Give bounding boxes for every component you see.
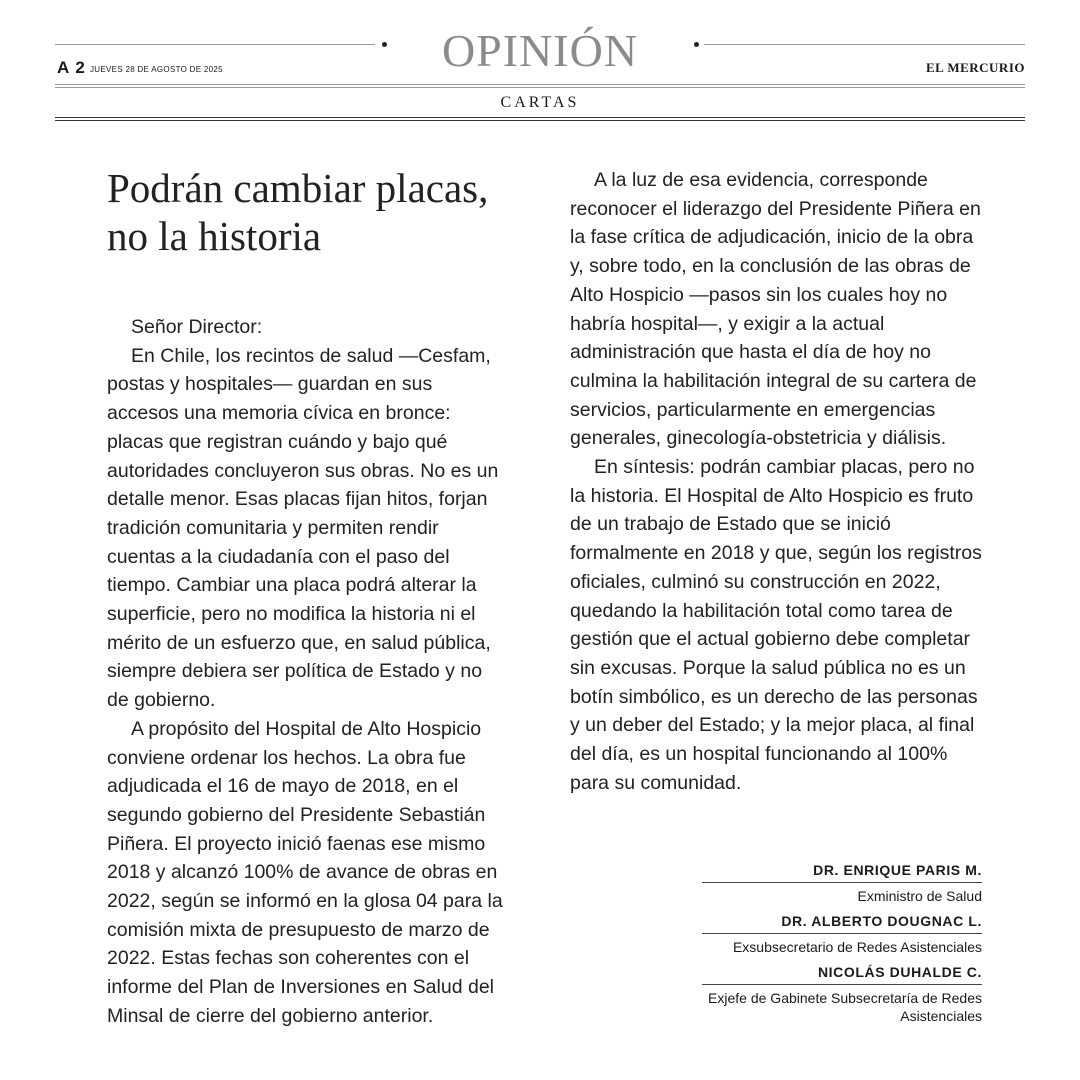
masthead: EL MERCURIO [925, 60, 1025, 75]
section-title: OPINIÓN [441, 25, 639, 76]
article-column-left [107, 313, 504, 1031]
subsection-rule [55, 117, 1025, 118]
signatory-title: Exsubsecretario de Redes Asistenciales [732, 939, 982, 955]
page-number: A 2 [57, 58, 86, 77]
signatory-name: DR. ENRIQUE PARIS M. [813, 862, 982, 878]
header-dot-right [694, 42, 699, 47]
signatory-title: Exjefe de Gabinete Subsecretaría de Redes Asistenciales [708, 990, 982, 1024]
body-paragraph: En síntesis: podrán cambiar placas, pero no la historia. El Hospital de Alto Hospicio es fruto de un trabajo de Estado que se inició formalmente en 2018 y que, según los registros oficiales, culminó su construcción en 2022, quedando la habilitación total como tarea de gestión que el actual gobierno debe completar sin excusas. Porque la salud pública no es un botín simbólico, es un derecho de las personas y un deber del Estado; y la mejor placa, al final del día, es un hospital funcionando al 100% para su comunidad. [570, 456, 982, 794]
body-paragraph: A la luz de esa evidencia, corresponde reconocer el liderazgo del Presidente Piñera en la fase crítica de adjudicación, inicio de la obra y, sobre todo, en la conclusión de las obras de Alto Hospicio —pasos sin los cuales hoy no habría hospital—, y exigir a la actual administración que hasta el día de hoy no culmina la habilitación integral de su cartera de servicios, particularmente en emergencias generales, ginecología-obstetricia y diálisis. [570, 169, 981, 450]
salutation: Señor Director: [131, 316, 263, 338]
signatory-name: NICOLÁS DUHALDE C. [817, 964, 982, 980]
header-top-rule-right [704, 44, 1025, 45]
header-rule [55, 84, 1025, 85]
header-rule [55, 87, 1025, 88]
subsection-rule [55, 120, 1025, 121]
headline: Podrán cambiar placas, no la historia [107, 165, 489, 259]
signature-block [582, 858, 982, 1029]
signatory-title: Exministro de Salud [857, 888, 982, 904]
body-paragraph: En Chile, los recintos de salud —Cesfam, postas y hospitales— guardan en sus accesos una memoria cívica en bronce: placas que registran cuándo y bajo qué autoridades concluyeron sus obras. No es un detalle menor. Esas placas fijan hitos, forjan tradición comunitaria y permiten rendir cuentas a la ciudadanía con el paso del tiempo. Cambiar una placa podrá alterar la superficie, pero no modifica la historia ni el mérito de un esfuerzo que, en salud pública, siempre debiera ser política de Estado y no de gobierno. [107, 344, 499, 712]
signatory-name: DR. ALBERTO DOUGNAC L. [781, 913, 982, 929]
issue-date: JUEVES 28 DE AGOSTO DE 2025 [90, 65, 223, 74]
body-paragraph: A propósito del Hospital de Alto Hospicio conviene ordenar los hechos. La obra fue adjudicada el 16 de mayo de 2018, en el segundo gobierno del Presidente Sebastián Piñera. El proyecto inició faenas ese mismo 2018 y alcanzó 100% de avance de obras en 2022, según se informó en la glosa 04 para la comisión mixta de presupuesto de marzo de 2022. Estas fechas son coherentes con el informe del Plan de Inversiones en Salud del Minsal de cierre del gobierno anterior. [107, 717, 503, 1027]
subsection-title: CARTAS [500, 94, 580, 111]
article-column-right [570, 166, 982, 797]
